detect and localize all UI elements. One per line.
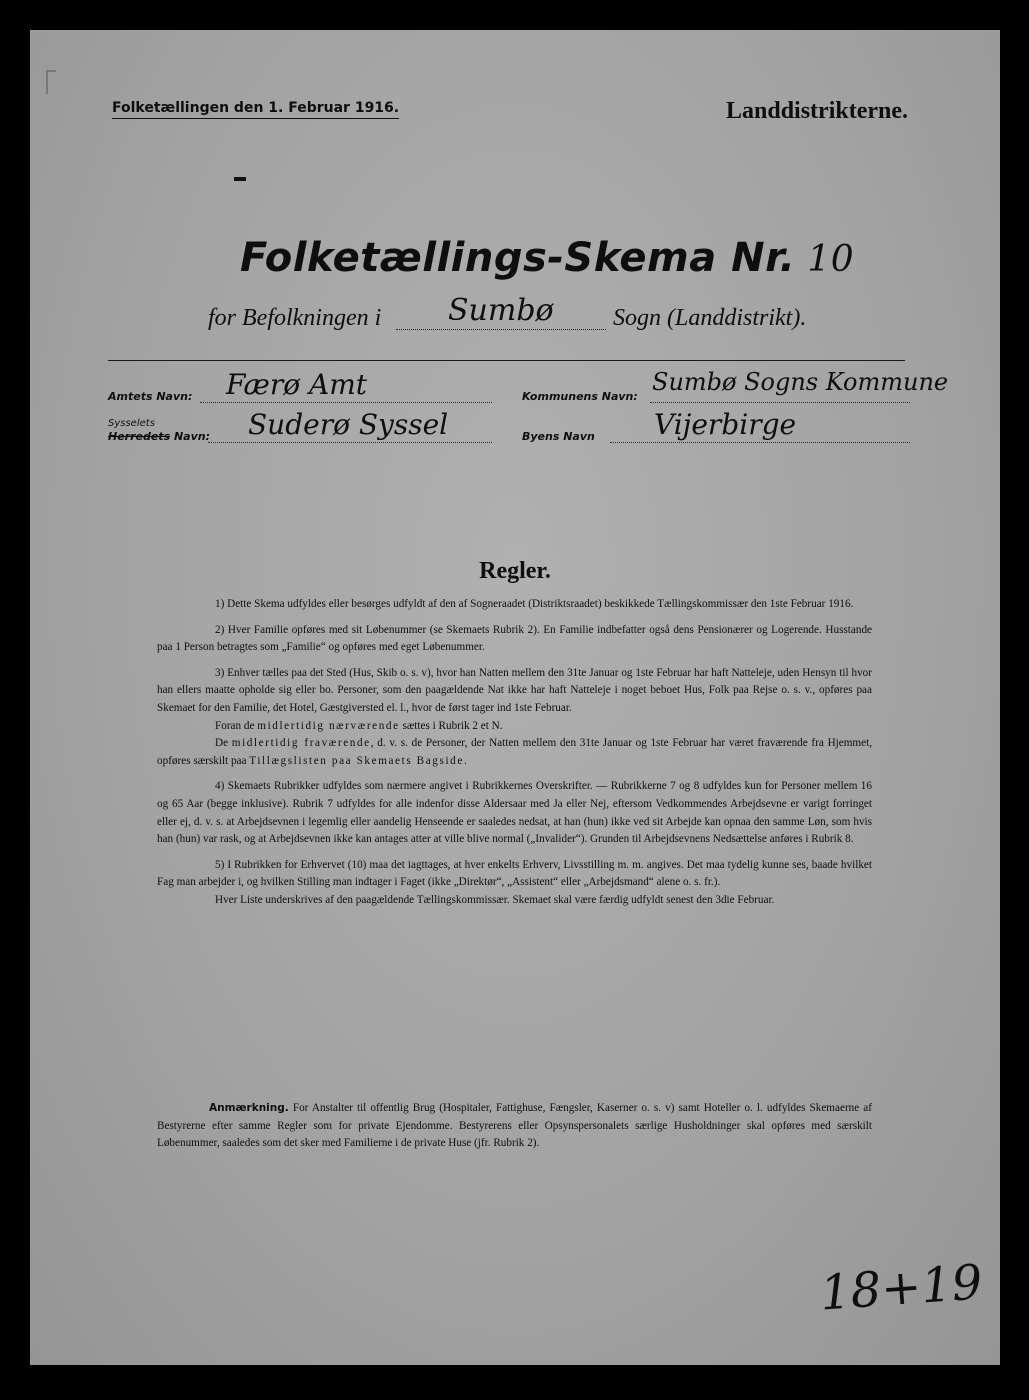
population-line [208,293,828,339]
dash-mark [234,177,246,181]
corner-mark [46,70,56,94]
rule-3b-spaced: midlertidig nærværende [257,719,400,732]
rule-3c-end: . [463,754,467,767]
herred-value: Suderø Syssel [248,408,449,441]
rule-3b-post: sættes i Rubrik 2 et N. [402,719,503,732]
syssel-overwrite: Sysselets [108,418,155,429]
rule-3c-spaced2: Tillægslisten paa Skemaets Bagside [249,754,464,767]
census-form-page [30,30,1000,1365]
form-number: 10 [807,239,855,280]
form-title-text: Folketællings-Skema Nr. [240,235,796,281]
herred-label-group [108,418,210,443]
population-suffix: Sogn (Landdistrikt). [613,305,807,331]
by-label: Byens Navn [522,430,595,443]
handwritten-page-number: 18+19 [818,1254,985,1322]
remark-paragraph [157,1100,872,1153]
rule-3b-pre: Foran de [215,719,255,732]
rule-3c-pre: De [215,737,229,750]
remark-label: Anmærkning. [209,1102,289,1114]
kommune-label: Kommunens Navn: [522,390,638,403]
remark-text: For Anstalter til offentlig Brug (Hospitaler, Fattighuse, Fængsler, Kaserner o. s. v) samt Hoteller o. l. udfyldes Skemaerne af Bestyrerne efter samme Regler som for private Ejendomme. Bestyrerens eller Opsynspersonalets særlige Husholdninger skal opføres med særskilt Løbenummer, saaledes som det sker med Familierne i de private Huse (jfr. Rubrik 2). [157,1102,872,1150]
rules-body [157,596,872,918]
rule-3c [157,735,872,770]
by-line [610,442,910,443]
kommune-value: Sumbø Sogns Kommune [652,368,949,396]
remark-block [157,1100,872,1153]
by-value: Vijerbirge [654,408,797,441]
district-type-header: Landdistrikterne. [725,98,908,124]
rule-3b [157,718,872,736]
census-date-header: Folketællingen den 1. Februar 1916. [112,100,399,119]
rule-2: 2) Hver Familie opføres med sit Løbenummer (se Skemaets Rubrik 2). En Familie indbefatter også dens Pensionærer og Logerende. Husstande paa 1 Person betragtes som „Familie“ og opføres med eget Løbenummer. [157,623,872,654]
rule-3: 3) Enhver tælles paa det Sted (Hus, Skib o. s. v), hvor han Natten mellem den 31te Januar og 1ste Februar har haft Natteleje, uden Hensyn til hvor han ellers maatte opholde sig eller bo. Personer, som den paagældende Nat ikke har haft Natteleje i noget beboet Hus, Folk paa Rejse o. s. v., opføres paa Skemaet for den Familie, det Hotel, Gæstgiversted el. l., hvor de først tager ind 1ste Februar. [157,666,872,714]
rule-1: 1) Dette Skema udfyldes eller besørges udfyldt af den af Sogneraadet (Distriktsraadet) beskikkede Tællingskommissær den 1ste Februar 1916. [215,598,854,610]
herred-struck: Herredets [108,430,171,443]
amt-line [200,402,492,403]
rules-heading: Regler. [479,558,551,584]
amt-label: Amtets Navn: [108,390,193,403]
parish-dotted-line [396,329,606,330]
amt-value: Færø Amt [226,368,368,401]
rule-4: 4) Skemaets Rubrikker udfyldes som nærmere angivet i Rubrikkernes Overskrifter. — Rubrikkerne 7 og 8 udfyldes kun for Personer mellem 16 og 65 Aar (begge inklusive). Rubrik 7 udfyldes for alle indenfor disse Aldersaar med Ja eller Nej, eftersom Vedkommendes Arbejdsevne er varigt forringet eller ej, d. v. s. at Arbejdsevnen i legemlig eller aandelig Henseende er saaledes nedsat, at han (hun) ikke ved sit Arbejde kan opnaa den samme Løn, som hvis han (hun) var rask, og at Arbejdsevnen ikke kan antages atter at ville blive normal („Invalider“). Grunden til Arbejdsevnens Nedsættelse anføres i Rubrik 8. [157,780,872,846]
rule-6: Hver Liste underskrives af den paagældende Tællingskommissær. Skemaet skal være færdig udfyldt senest den 3die Februar. [215,893,775,906]
parish-handwritten: Sumbø [448,293,554,328]
rule-3c-spaced: midlertidig fraværende [231,737,371,750]
population-prefix: for Befolkningen i [208,305,382,331]
herred-label: Navn: [173,430,210,443]
form-title [240,235,854,281]
herred-line [208,442,492,443]
rule-3c-mid: , d. v. s. de Personer, der Natten mellem den 31te Januar og 1ste Februar har været fraværende fra Hjemmet, opføres særskilt paa [157,737,872,767]
divider-rule [108,360,905,361]
kommune-line [650,402,910,403]
rule-5: 5) I Rubrikken for Erhvervet (10) maa det iagttages, at hver enkelts Erhverv, Livsstilling m. m. angives. Det maa tydelig kunne ses, baade hvilket Fag man arbejder i, og hvilken Stilling man indtager i Faget (ikke „Direktør“, „Assistent“ eller „Arbejdsmand“ alene o. s. fr.). [157,858,872,889]
